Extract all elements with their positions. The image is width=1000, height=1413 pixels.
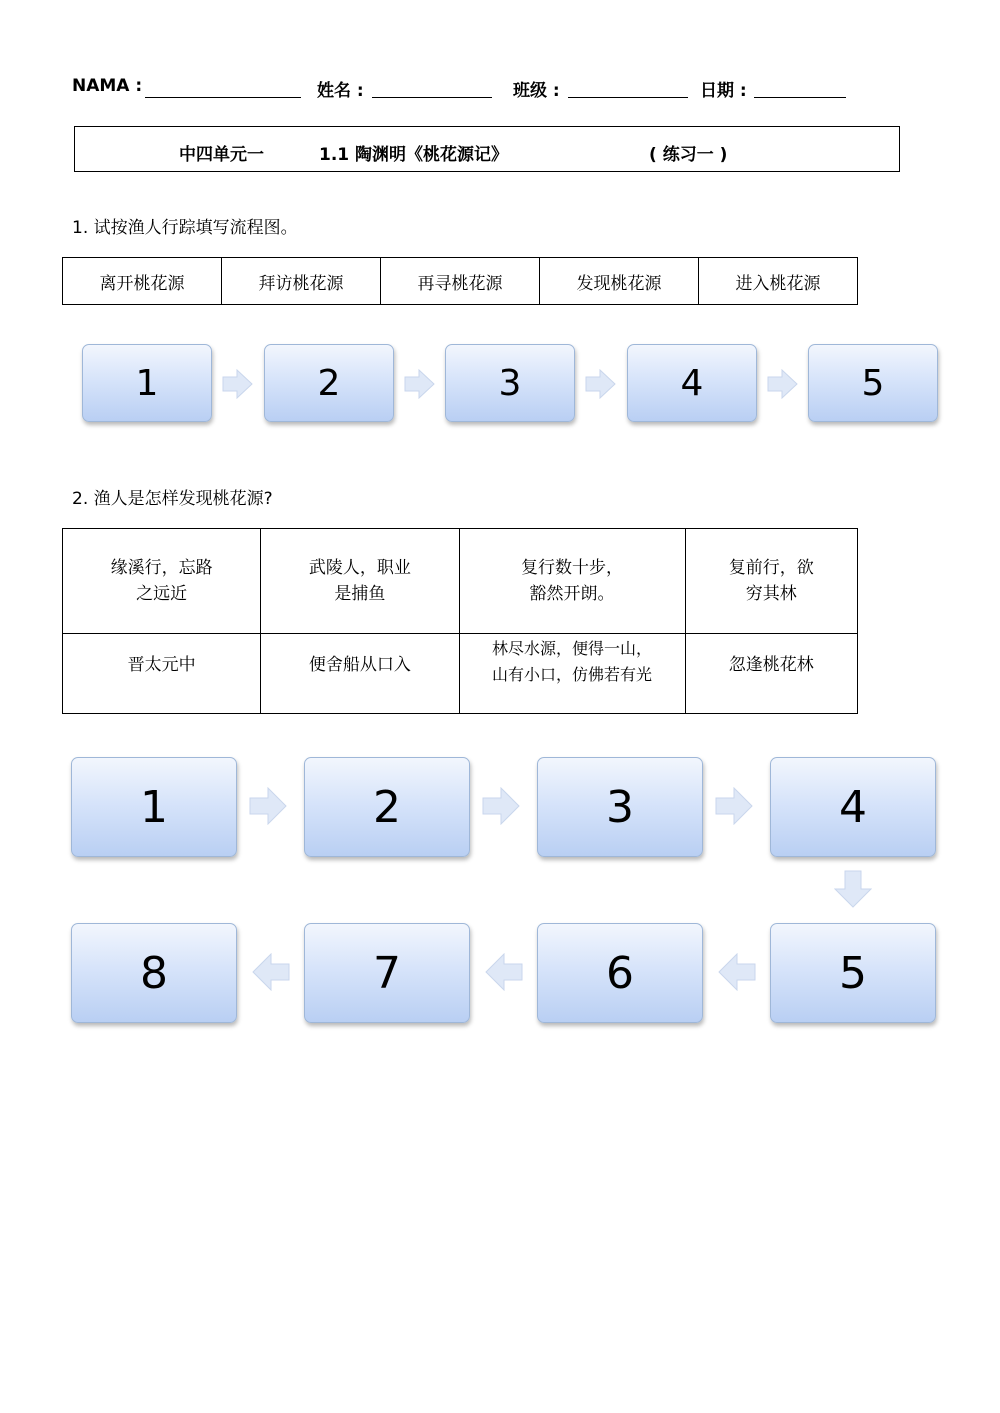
q2-flow-box[interactable]: 6	[537, 923, 703, 1023]
q2-flow-box[interactable]: 2	[304, 757, 470, 857]
q2-flow-box[interactable]: 7	[304, 923, 470, 1023]
q2-option[interactable]: 复前行，欲 穷其林	[685, 529, 857, 634]
class-blank[interactable]	[568, 97, 688, 98]
arrow-right-icon	[585, 369, 617, 399]
q1-option[interactable]: 再寻桃花源	[381, 258, 540, 305]
q2-flow-box[interactable]: 4	[770, 757, 936, 857]
nama-label: NAMA :	[72, 76, 143, 96]
q2-option[interactable]: 林尽水源，便得一山， 山有小口，仿佛若有光	[459, 634, 685, 714]
name-blank[interactable]	[372, 97, 492, 98]
q2-flow-box[interactable]: 3	[537, 757, 703, 857]
arrow-down-icon	[834, 870, 872, 908]
q2-option[interactable]: 忽逢桃花林	[685, 634, 857, 714]
class-label: 班级 :	[513, 81, 560, 101]
unit-title: 中四单元一	[179, 145, 264, 165]
q2-option[interactable]: 缘溪行，忘路 之远近	[63, 529, 261, 634]
date-blank[interactable]	[754, 97, 846, 98]
q1-flow-box[interactable]: 1	[82, 344, 212, 422]
q1-option[interactable]: 进入桃花源	[699, 258, 858, 305]
q1-flow-box[interactable]: 2	[264, 344, 394, 422]
date-label: 日期 :	[700, 81, 747, 101]
q1-flow-box[interactable]: 5	[808, 344, 938, 422]
name-label: 姓名 :	[317, 81, 364, 101]
q1-option[interactable]: 发现桃花源	[540, 258, 699, 305]
arrow-right-icon	[767, 369, 799, 399]
q2-option[interactable]: 便舍船从口入	[261, 634, 459, 714]
arrow-right-icon	[715, 787, 753, 825]
question-2: 2. 渔人是怎样发现桃花源?	[72, 489, 273, 509]
arrow-right-icon	[249, 787, 287, 825]
question-1: 1. 试按渔人行踪填写流程图。	[72, 218, 298, 238]
arrow-left-icon	[485, 953, 523, 991]
arrow-right-icon	[404, 369, 436, 399]
q1-options-table	[62, 257, 858, 305]
q2-flow-box[interactable]: 8	[71, 923, 237, 1023]
arrow-right-icon	[222, 369, 254, 399]
arrow-left-icon	[252, 953, 290, 991]
q1-flow-box[interactable]: 4	[627, 344, 757, 422]
q2-option[interactable]: 武陵人，职业 是捕鱼	[261, 529, 459, 634]
q1-flow-box[interactable]: 3	[445, 344, 575, 422]
q1-option[interactable]: 离开桃花源	[63, 258, 222, 305]
title-box	[74, 126, 900, 172]
q2-option[interactable]: 晋太元中	[63, 634, 261, 714]
exercise-title: ( 练习一 )	[649, 145, 728, 165]
lesson-title: 1.1 陶渊明《桃花源记》	[319, 145, 509, 165]
q2-options-table	[62, 528, 858, 714]
q1-option[interactable]: 拜访桃花源	[222, 258, 381, 305]
q2-option[interactable]: 复行数十步， 豁然开朗。	[459, 529, 685, 634]
q2-flow-box[interactable]: 5	[770, 923, 936, 1023]
arrow-left-icon	[718, 953, 756, 991]
arrow-right-icon	[482, 787, 520, 825]
q2-flow-box[interactable]: 1	[71, 757, 237, 857]
student-info-header	[0, 76, 1000, 102]
nama-blank[interactable]	[145, 97, 301, 98]
